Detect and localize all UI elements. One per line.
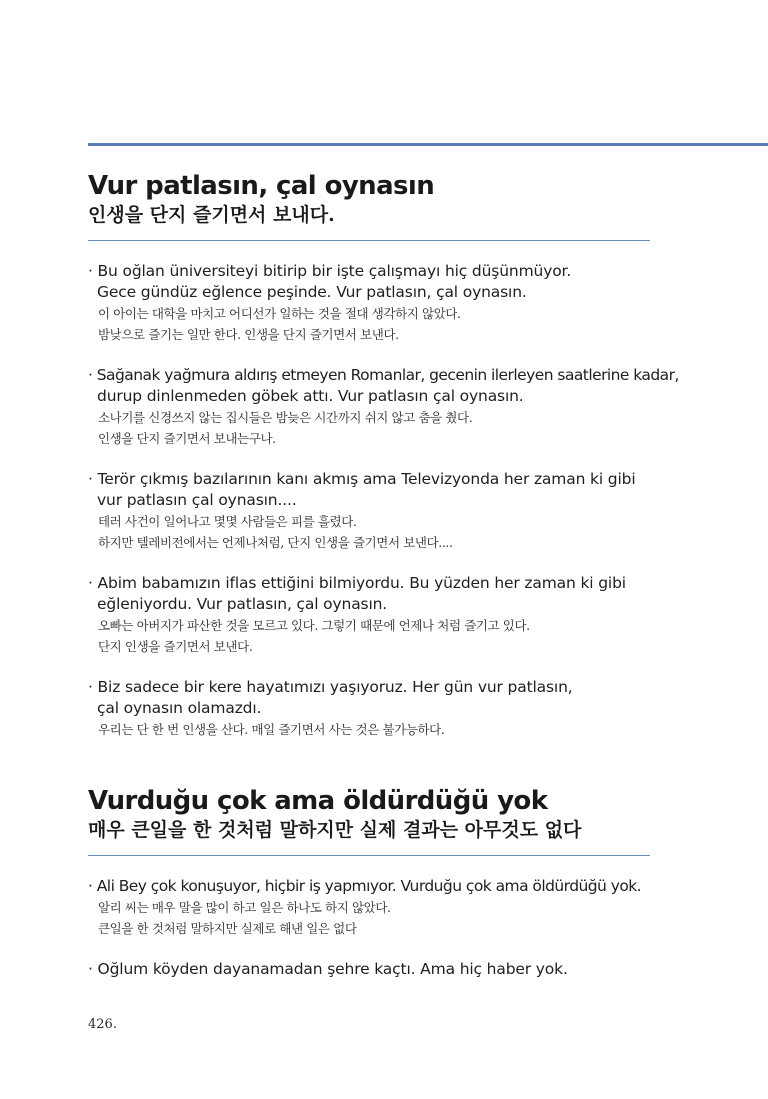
korean-line: 이 아이는 대학을 마치고 어디선가 일하는 것을 절대 생각하지 않았다.: [98, 306, 461, 321]
korean-line: 밤낮으로 즐기는 일만 한다. 인생을 단지 즐기면서 보낸다.: [98, 327, 399, 342]
korean-line: 단지 인생을 즐기면서 보낸다.: [98, 639, 253, 654]
korean-line: 오빠는 아버지가 파산한 것을 모르고 있다. 그렇기 때문에 언제나 처럼 즐기고 있다.: [98, 618, 530, 633]
example-entry: [88, 365, 679, 449]
top-accent-rule: [88, 143, 768, 146]
turkish-line: Gece gündüz eğlence peşinde. Vur patlasın, çal oynasın.: [97, 283, 527, 301]
turkish-line: çal oynasın olamazdı.: [97, 699, 262, 717]
turkish-line: · Sağanak yağmura aldırış etmeyen Romanlar, gecenin ilerleyen saatlerine kadar,: [88, 366, 679, 384]
section-title: Vur patlasın, çal oynasın: [88, 171, 435, 201]
section-idiom-2: [88, 785, 650, 1000]
turkish-line: · Ali Bey çok konuşuyor, hiçbir iş yapmıyor. Vurduğu çok ama öldürdüğü yok.: [88, 877, 642, 895]
korean-line: 우리는 단 한 번 인생을 산다. 매일 즐기면서 사는 것은 불가능하다.: [98, 722, 445, 737]
turkish-line: · Biz sadece bir kere hayatımızı yaşıyoruz. Her gün vur patlasın,: [88, 678, 573, 696]
korean-line: 소나기를 신경쓰지 않는 집시들은 밤늦은 시간까지 쉬지 않고 춤을 췄다.: [98, 410, 473, 425]
turkish-line: · Oğlum köyden dayanamadan şehre kaçtı. Ama hiç haber yok.: [88, 960, 568, 978]
section-subtitle: 인생을 단지 즐기면서 보내다.: [88, 204, 335, 226]
example-list: [88, 876, 650, 980]
korean-line: 하지만 텔레비전에서는 언제나처럼, 단지 인생을 즐기면서 보낸다....: [98, 535, 453, 550]
section-divider: [88, 240, 650, 241]
example-entry: [88, 959, 650, 980]
section-title: Vurduğu çok ama öldürdüğü yok: [88, 786, 548, 816]
turkish-line: eğleniyordu. Vur patlasın, çal oynasın.: [97, 595, 388, 613]
example-entry: [88, 677, 650, 740]
korean-line: 인생을 단지 즐기면서 보내는구나.: [98, 431, 276, 446]
example-entry: [88, 876, 650, 939]
turkish-line: · Bu oğlan üniversiteyi bitirip bir işte çalışmayı hiç düşünmüyor.: [88, 262, 572, 280]
example-entry: [88, 469, 650, 553]
turkish-line: · Abim babamızın iflas ettiğini bilmiyordu. Bu yüzden her zaman ki gibi: [88, 574, 626, 592]
korean-line: 큰일을 한 것처럼 말하지만 실제로 해낸 일은 없다: [98, 921, 357, 936]
example-list: [88, 261, 679, 740]
example-entry: [88, 261, 650, 345]
korean-line: 알리 씨는 매우 말을 많이 하고 일은 하나도 하지 않았다.: [98, 900, 391, 915]
example-entry: [88, 573, 650, 657]
section-subtitle: 매우 큰일을 한 것처럼 말하지만 실제 결과는 아무것도 없다: [88, 819, 582, 841]
page-number: 426.: [88, 1017, 117, 1032]
turkish-line: · Terör çıkmış bazılarının kanı akmış ama Televizyonda her zaman ki gibi: [88, 470, 636, 488]
section-divider: [88, 855, 650, 856]
turkish-line: vur patlasın çal oynasın....: [97, 491, 297, 509]
turkish-line: durup dinlenmeden göbek attı. Vur patlasın çal oynasın.: [97, 387, 524, 405]
section-idiom-1: [88, 170, 679, 760]
korean-line: 테러 사건이 일어나고 몇몇 사람들은 피를 흘렸다.: [98, 514, 357, 529]
